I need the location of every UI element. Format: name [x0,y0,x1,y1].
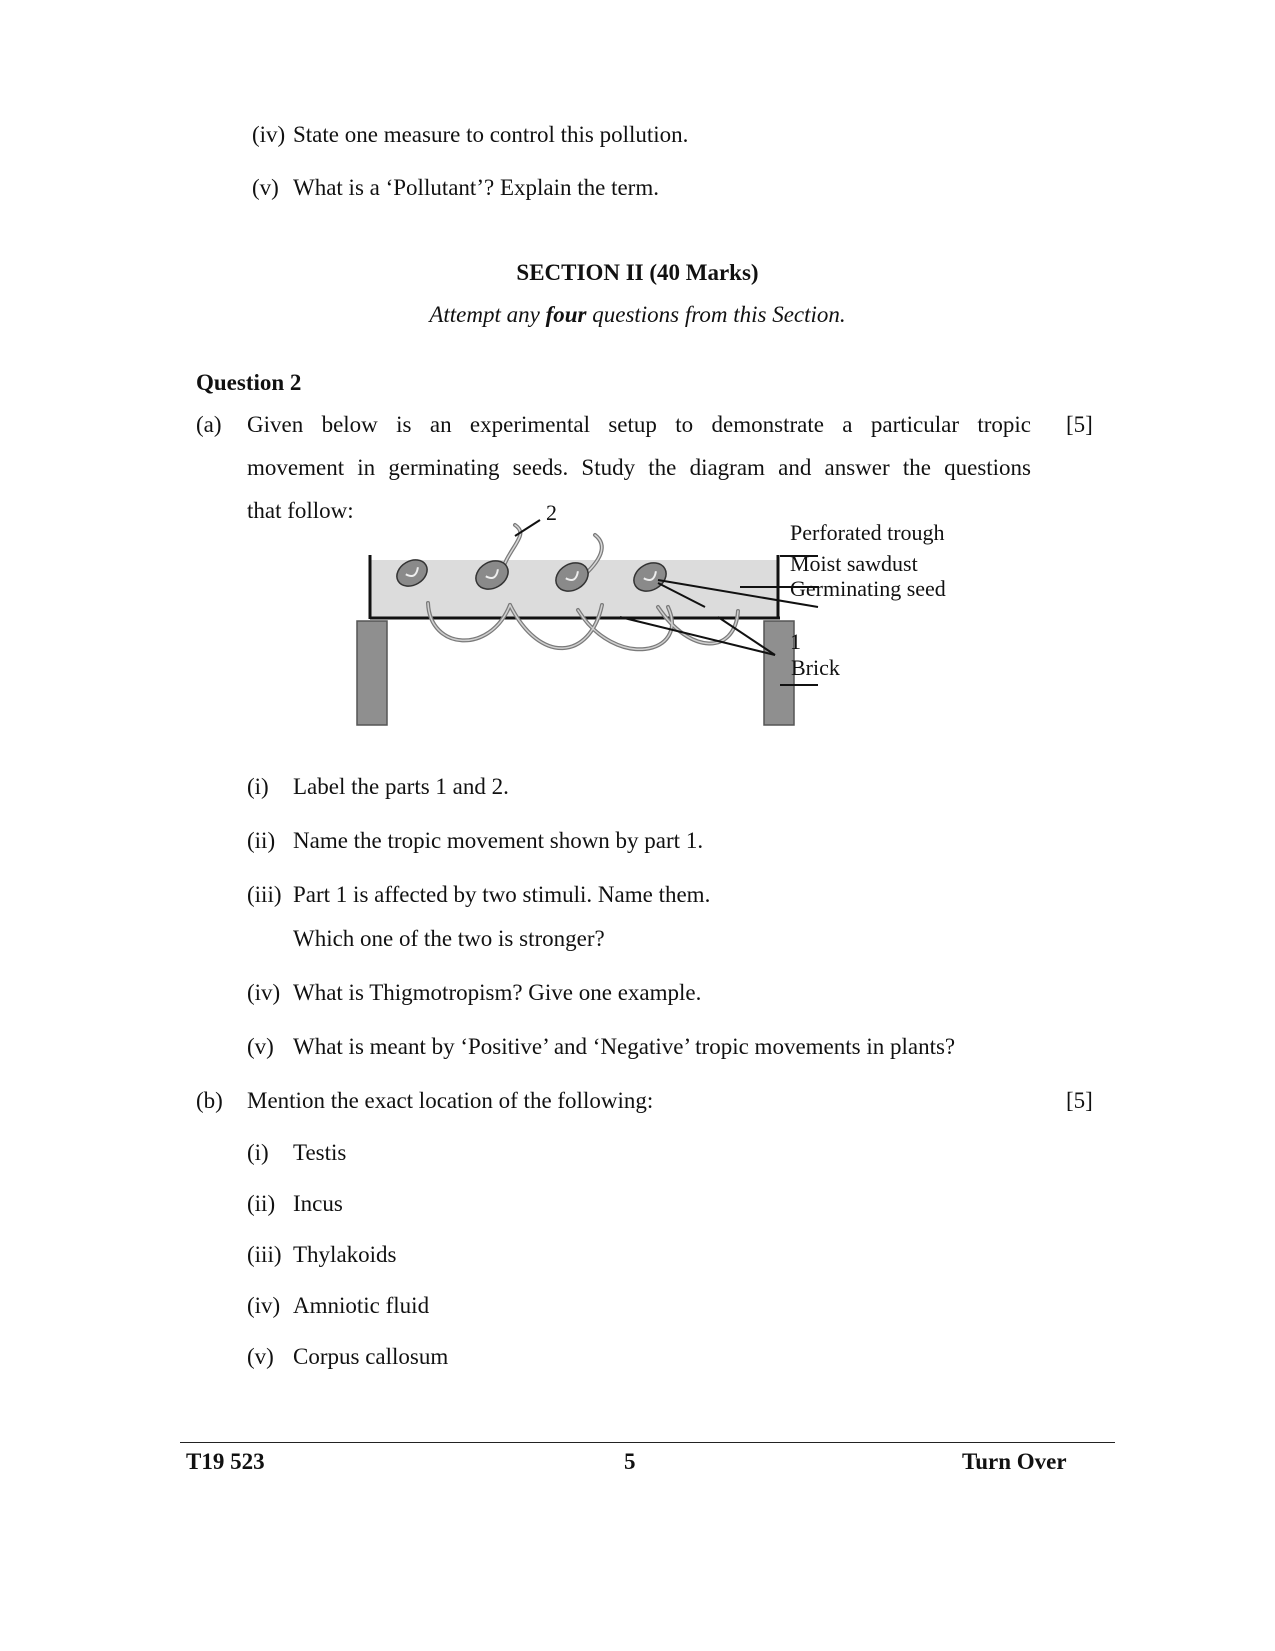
carryover-num-iv: (iv) [252,122,286,147]
sub-num-v: (v) [247,1034,274,1059]
sub-text-iv: What is Thigmotropism? Give one example. [293,980,702,1005]
footer-code: T19 523 [186,1449,265,1474]
part-a-label: (a) [196,412,222,437]
footer-rule [180,1442,1115,1443]
b-text-iii: Thylakoids [293,1242,397,1267]
instruction-post: questions from this Section. [586,302,846,327]
b-num-i: (i) [247,1140,269,1165]
tropism-diagram [340,500,1000,750]
label-perforated-trough: Perforated trough [790,520,945,545]
instruction-bold: four [545,302,587,327]
label-brick: Brick [791,655,840,680]
carryover-text-iv: State one measure to control this pollution. [293,122,689,147]
carryover-num-v: (v) [252,175,279,200]
label-moist-sawdust: Moist sawdust [790,551,918,576]
part-a-line-3: that follow: [247,498,354,523]
b-text-i: Testis [293,1140,347,1165]
brick-left [357,621,387,725]
sub-text-ii: Name the tropic movement shown by part 1. [293,828,704,853]
footer-page-number: 5 [624,1449,636,1474]
sub-text-iii-line2: Which one of the two is stronger? [293,926,605,951]
label-part-2: 2 [546,500,557,525]
label-germinating-seed: Germinating seed [790,576,946,601]
sub-text-i: Label the parts 1 and 2. [293,774,509,799]
part-b-marks: [5] [1066,1088,1093,1113]
sub-text-v: What is meant by ‘Positive’ and ‘Negative’ tropic movements in plants? [293,1034,956,1059]
part-a-line-2: movement in germinating seeds. Study the diagram and answer the questions [247,455,1031,480]
sub-num-i: (i) [247,774,269,799]
part-a-line-1: Given below is an experimental setup to demonstrate a particular tropic [247,412,1031,437]
sub-num-iv: (iv) [247,980,281,1005]
b-num-iv: (iv) [247,1293,281,1318]
b-num-v: (v) [247,1344,274,1369]
part-b-label: (b) [196,1088,223,1113]
label-part-1: 1 [790,629,801,654]
b-text-v: Corpus callosum [293,1344,449,1369]
sub-num-iii: (iii) [247,882,282,907]
question-title: Question 2 [196,370,302,395]
part-a-text [247,403,1031,532]
carryover-text-v: What is a ‘Pollutant’? Explain the term. [293,175,659,200]
b-text-iv: Amniotic fluid [293,1293,430,1318]
instruction-pre: Attempt any [429,302,546,327]
b-num-ii: (ii) [247,1191,276,1216]
footer-turn-over: Turn Over [962,1449,1067,1474]
sub-num-ii: (ii) [247,828,276,853]
b-text-ii: Incus [293,1191,343,1216]
part-b-text: Mention the exact location of the following: [247,1088,654,1113]
b-num-iii: (iii) [247,1242,282,1267]
sub-text-iii: Part 1 is affected by two stimuli. Name them. [293,882,711,907]
section-title: SECTION II (40 Marks) [516,260,759,285]
section-instruction [0,301,1275,329]
part-a-marks: [5] [1066,412,1093,437]
